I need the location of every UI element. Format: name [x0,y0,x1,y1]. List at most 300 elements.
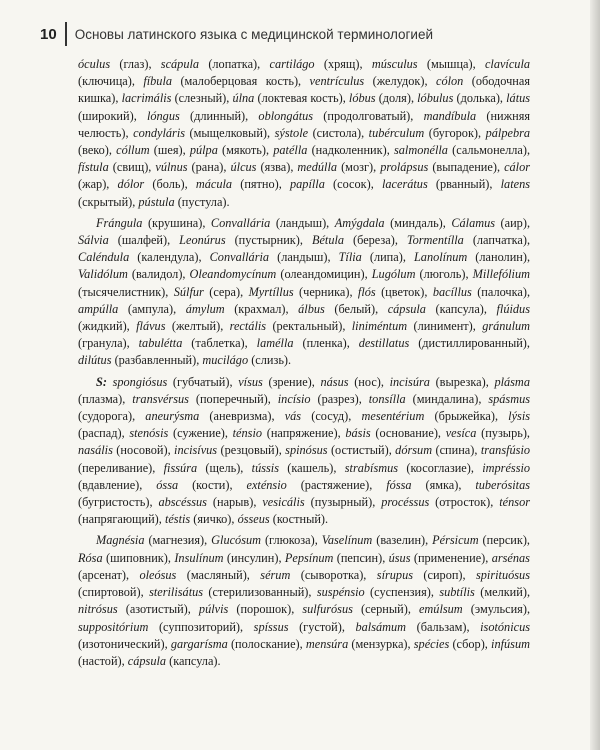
latin-term: Magnésia [96,533,145,548]
russian-gloss: (продолговатый) [323,108,411,123]
latin-term: cápsula [387,301,426,316]
latin-term: nitrósus [78,602,118,617]
vocab-entry [230,319,343,333]
vocab-entry [290,177,371,191]
vocab-entry [133,126,267,140]
latin-term: Bétula [311,233,345,248]
russian-gloss: (носовой) [116,443,168,458]
vocab-entry [78,620,240,634]
latin-term: suspénsio [316,585,365,600]
russian-gloss: (суспензия) [370,585,431,600]
latin-term: vúlnus [155,160,188,175]
vocab-entry [302,602,407,616]
russian-gloss: (глаз) [119,57,149,71]
russian-gloss: (брыжейка) [434,409,495,424]
vocab-entry [285,551,382,565]
vocab-entry [238,375,312,389]
latin-term: úsus [388,550,411,565]
russian-gloss: (судорога) [78,409,133,424]
russian-gloss: (желудок) [372,74,425,89]
russian-gloss: (палочка) [477,284,527,299]
latin-term: dólor [117,177,145,192]
russian-gloss: (мозг) [341,160,374,175]
russian-gloss: (разрез) [317,391,359,406]
latin-term: Frángula [96,215,143,230]
vocab-entry [238,512,325,526]
latin-term: papílla [290,177,325,192]
vocab-entry [433,285,527,299]
russian-gloss: (ободочная кишка) [78,74,530,106]
vocab-entry [122,91,227,105]
vocab-entry [174,443,279,457]
vocab-entry [285,443,389,457]
vocab-entry [186,302,286,316]
vocab-entry [257,336,347,350]
latin-term: Tília [338,250,362,265]
vocab-entry [345,461,471,475]
russian-gloss: (щель) [205,460,241,475]
latin-term: tuberósitas [475,477,531,492]
russian-gloss: (ключица) [78,74,132,89]
russian-gloss: (серный) [360,602,408,617]
russian-gloss: (пятно) [240,177,279,192]
russian-gloss: (язва) [260,160,291,175]
latin-term: transfúsio [480,443,531,458]
vocab-paragraph: Frángula (крушина), Convallária (ландыш), Amýgdala (миндаль), Cálamus (аир), Sálvia (шалфей), Leonúrus (пустырник), Bétula (береза), Tormentílla (лапчатка), Caléndula (календула), Convallária (ландыш), Tília (липа), Lanolínum (ланолин), Validólum (валидол), Oleandomycínum (олеандомицин), Lugólum (люголь), Millefólium (тысячелистник), Súlfur (сера), Myrtíllus (черника), flós (цветок), bacíllus (палочка), ampúlla (ампула), ámylum (крахмал), álbus (белый), cápsula (капсула), flúidus (жидкий), flávus (желтый), rectális (ректальный), liniméntum (линимент), gránulum (гранула), tabulétta (таблетка), lamélla (пленка), destillatus (дистиллированный), dilútus (разбавленный), mucilágo (слизь). [78,215,531,368]
vocab-entry [254,620,342,634]
vocab-entry [179,233,300,247]
vocab-entry [149,585,308,599]
latin-term: lýsis [508,409,531,424]
latin-term: stenósis [129,426,169,441]
russian-gloss: (жар) [78,177,107,192]
russian-gloss: (доля) [378,91,411,106]
vocab-entry [407,233,527,247]
russian-gloss: (вазелин) [376,533,426,548]
latin-term: destillatus [358,336,410,351]
latin-term: púlpa [189,143,218,158]
russian-gloss: (пузырь) [481,426,527,441]
russian-gloss: (боль) [152,177,185,192]
vocab-entry [232,91,342,105]
russian-gloss: (губчатый) [172,374,230,389]
vocab-entry [372,57,473,71]
latin-term: óssa [156,477,179,492]
vocab-entry [171,637,300,651]
vocab-entry [78,57,148,71]
latin-term: latens [500,177,530,192]
page-number: 10 [40,25,57,43]
latin-term: balsámum [355,619,407,634]
russian-gloss: (ланолин) [475,250,527,265]
russian-gloss: (мелкий) [480,585,527,600]
russian-gloss: (крахмал) [234,301,286,316]
latin-term: sírupus [376,567,413,582]
russian-gloss: (бугристость) [78,495,150,510]
vocab-entry [394,143,527,157]
vocab-entry [139,568,246,582]
russian-gloss: (кашель) [287,460,334,475]
russian-gloss: (люголь) [419,267,466,282]
russian-gloss: (миндаль) [390,215,443,230]
vocab-entry [174,285,240,299]
latin-term: sýstole [274,125,309,140]
russian-gloss: (ландыш) [277,250,328,265]
vocab-entry [145,409,271,423]
latin-term: Súlfur [173,284,204,299]
russian-gloss: (пепсин) [336,550,383,565]
russian-gloss: (малоберцовая кость) [180,74,299,89]
vocab-entry [210,250,328,264]
latin-term: vesíca [445,426,477,441]
russian-gloss: (валидол) [131,267,183,282]
russian-gloss: (ректальный) [272,319,343,334]
latin-term: nasális [78,443,113,458]
vocab-entry [419,602,527,616]
latin-term: úlcus [230,160,257,175]
vocab-entry [349,91,411,105]
russian-gloss: (линимент) [413,319,473,334]
latin-term: impréssio [482,460,531,475]
vocab-entry [390,375,486,389]
russian-gloss: (тысячелистник) [78,284,166,299]
latin-term: suppositórium [78,619,149,634]
russian-gloss: (долька) [456,91,500,106]
vocab-entry [285,409,349,423]
latin-term: sterilisátus [149,585,204,600]
latin-term: násus [320,374,349,389]
russian-gloss: (нарыв) [212,495,254,510]
vocab-entry [382,177,489,191]
latin-term: básis [345,426,371,441]
vocab-entry [312,233,395,247]
russian-gloss: (изотонический) [78,636,165,651]
vocab-entry [361,409,494,423]
latin-term: ténsio [232,426,263,441]
latin-term: cápsula [127,653,167,668]
russian-gloss: (миндалина) [412,391,479,406]
vocab-entry [161,57,257,71]
latin-term: ámylum [185,301,225,316]
russian-gloss: (шея) [153,143,183,158]
latin-term: fístula [78,160,109,175]
vocab-entry [196,177,279,191]
russian-gloss: (рванный) [435,177,490,192]
russian-gloss: (аневризма) [209,409,272,424]
russian-gloss: (вдавление) [78,477,140,492]
vocab-entry [116,143,182,157]
latin-term: óculus [78,57,111,71]
vocab-entry [335,216,443,230]
latin-term: pálpebra [485,125,531,140]
latin-term: látus [506,91,531,106]
latin-term: lóbulus [417,91,454,106]
latin-term: Millefólium [472,267,530,282]
latin-term: dilútus [78,353,112,368]
russian-gloss: (бугорок) [428,125,479,140]
latin-term: Amýgdala [334,215,385,230]
vocab-entry [388,302,484,316]
page-edge-shadow [590,0,600,750]
russian-gloss: (косоглазие) [406,460,471,475]
latin-term: arsénas [491,550,530,565]
russian-gloss: (отросток) [435,495,491,510]
russian-gloss: (шиповник) [105,550,168,565]
vocab-entry [139,336,245,350]
vocab-entry [233,426,338,440]
russian-gloss: (применение) [413,550,486,565]
vocab-entry [262,495,372,509]
russian-gloss: (масляный) [186,567,247,582]
vocab-entry [155,160,223,174]
latin-term: Caléndula [78,250,130,265]
russian-gloss: (желтый) [171,319,221,334]
russian-gloss: (бальзам) [416,619,467,634]
vocab-entry [269,57,359,71]
russian-gloss: (эмульсия) [470,602,527,617]
vocab-entry [258,109,410,123]
vocab-entry [78,443,168,457]
latin-term: cálor [504,160,531,175]
paragraph-marker: S: [96,374,107,389]
latin-term: Glucósum [211,533,262,548]
latin-term: bacíllus [432,284,472,299]
russian-gloss: (сужение) [172,426,225,441]
latin-term: ósseus [237,512,270,527]
vocab-entry [358,285,424,299]
vocab-entry [174,551,278,565]
russian-gloss: (скрытый) [78,194,133,209]
russian-gloss: (лопатка) [208,57,258,71]
latin-term: Vaselínum [321,533,373,548]
latin-term: incísio [277,391,311,406]
latin-term: Convallária [209,250,270,265]
vocab-entry [211,533,315,547]
latin-term: lacerátus [381,177,428,192]
russian-gloss: (дистиллированный) [418,336,527,351]
vocab-entry [297,160,373,174]
russian-gloss: (капсула) [435,301,484,316]
latin-term: tonsílla [368,391,406,406]
latin-term: fissúra [163,460,198,475]
vocab-entry [439,585,527,599]
russian-gloss: (белый) [334,301,376,316]
russian-gloss: (пустырник) [234,233,300,248]
vocab-entry [78,233,167,247]
latin-term: mácula [195,177,233,192]
vocab-entry [252,461,334,475]
latin-term: dórsum [395,443,433,458]
vocab-entry [369,392,479,406]
latin-term: Pepsínum [284,550,334,565]
russian-gloss: (жидкий) [78,319,127,334]
russian-gloss: (распад) [78,426,122,441]
russian-gloss: (магнезия) [148,533,205,548]
russian-gloss: (костный) [272,512,326,527]
russian-gloss: (ампула) [127,301,174,316]
latin-term: transvérsus [132,391,189,406]
latin-term: flúidus [496,301,530,316]
vocab-entry [78,302,173,316]
vocab-entry [78,551,168,565]
latin-term: úlna [232,91,255,106]
russian-gloss: (календула) [137,250,199,265]
latin-term: vísus [238,374,263,389]
russian-gloss: (спиртовой) [78,585,141,600]
vocab-entry [372,267,466,281]
latin-term: isotónicus [480,619,530,634]
russian-gloss: (настой) [78,653,122,668]
latin-term: ampúlla [78,301,119,316]
latin-term: lacrimális [121,91,172,106]
latin-term: prolápsus [380,160,429,175]
latin-term: strabísmus [344,460,399,475]
russian-gloss: (береза) [353,233,395,248]
russian-gloss: (сыворотка) [300,567,364,582]
vocab-entry [129,426,225,440]
russian-gloss: (черника) [299,284,350,299]
vocab-entry [132,392,268,406]
vocab-entry [202,353,288,367]
latin-term: flávus [136,319,166,334]
vocab-entry [96,216,202,230]
latin-term: spirituósus [476,567,530,582]
russian-gloss: (гранула) [78,336,127,351]
vocab-entry [451,216,527,230]
latin-term: Lugólum [371,267,416,282]
russian-gloss: (мыщелковый) [189,125,267,140]
latin-term: oleósus [139,567,177,582]
russian-gloss: (мякоть) [222,143,266,158]
vocab-entry [339,250,403,264]
latin-term: Sálvia [78,233,109,248]
vocab-entry [249,285,350,299]
russian-gloss: (густой) [299,619,342,634]
latin-term: Pérsicum [432,533,479,548]
vocab-entry [386,478,458,492]
vocab-entry [432,533,527,547]
vocab-entry [211,216,326,230]
vocab-entry [78,267,182,281]
vocab-entry [113,375,230,389]
vocab-entry [164,461,241,475]
russian-gloss: (липа) [369,250,403,265]
russian-gloss: (сера) [209,284,241,299]
russian-gloss: (напрягающий) [78,512,159,527]
vocab-entry [246,478,369,492]
vocab-entry [190,143,266,157]
russian-gloss: (спина) [435,443,475,458]
latin-term: spíssus [253,619,289,634]
latin-term: téstis [164,512,191,527]
russian-gloss: (яичко) [193,512,232,527]
russian-gloss: (растяжение) [300,477,370,492]
latin-term: aneurýsma [145,409,200,424]
latin-term: tússis [251,460,279,475]
russian-gloss: (сбор) [452,636,485,651]
russian-gloss: (таблетка) [191,336,245,351]
vocab-entry [156,478,229,492]
latin-term: infúsum [491,636,530,651]
vocab-entry [273,143,386,157]
latin-term: Myrtíllus [248,284,294,299]
vocab-entry [306,637,408,651]
latin-term: vesicális [262,495,305,510]
russian-gloss: (цветок) [381,284,425,299]
russian-gloss: (сироп) [423,567,463,582]
russian-gloss: (аир) [500,215,527,230]
latin-term: rectális [229,319,267,334]
latin-term: plásma [494,374,530,389]
russian-gloss: (мензурка) [351,636,408,651]
vocab-entry [377,568,463,582]
latin-term: condyláris [133,125,186,140]
vocab-entry [321,375,381,389]
latin-term: mesentérium [361,409,425,424]
russian-gloss: (мышца) [426,57,473,71]
russian-gloss: (арсенат) [78,567,126,582]
vocab-entry [118,177,185,191]
vocab-entry [310,74,425,88]
latin-term: Insulínum [174,550,224,565]
russian-gloss: (ландыш) [275,215,327,230]
russian-gloss: (рана) [191,160,224,175]
latin-term: Leonúrus [179,233,226,248]
vocab-entry [414,637,485,651]
latin-term: lóbus [348,91,376,106]
latin-term: gránulum [482,319,531,334]
latin-term: emúlsum [418,602,463,617]
vocab-paragraph: Magnésia (магнезия), Glucósum (глюкоза), Vaselínum (вазелин), Pérsicum (персик), Rósa (шиповник), Insulínum (инсулин), Pepsínum (пепсин), úsus (применение), arsénas (арсенат), oleósus (масляный), sérum (сыворотка), sírupus (сироп), spirituósus (спиртовой), sterilisátus (стерилизованный), suspénsio (суспензия), subtílis (мелкий), nitrósus (азотистый), púlvis (порошок), sulfurósus (серный), emúlsum (эмульсия), suppositórium (суппозиторий), spíssus (густой), balsámum (бальзам), isotónicus (изотонический), gargarísma (полоскание), mensúra (мензурка), spécies (сбор), infúsum (настой), cápsula (капсула). [78,533,531,668]
russian-gloss: (инсулин) [226,550,279,565]
russian-gloss: (плазма) [78,391,123,406]
russian-gloss: (резцовый) [220,443,279,458]
latin-term: patélla [273,143,308,158]
latin-term: cóllum [116,143,150,158]
vocab-entry [322,533,425,547]
latin-term: púlvis [198,602,229,617]
latin-term: abscéssus [158,495,207,510]
latin-term: tabulétta [138,336,183,351]
latin-term: medúlla [297,160,338,175]
vocab-entry [446,426,527,440]
latin-term: incisívus [174,443,218,458]
latin-term: pústula [138,194,175,209]
russian-gloss: (крушина) [147,215,203,230]
latin-term: mandíbula [423,108,477,123]
russian-gloss: (капсула) [169,653,218,668]
russian-gloss: (хрящ) [323,57,360,71]
vocab-entry [317,585,431,599]
russian-gloss: (поперечный) [195,391,268,406]
running-title: Основы латинского языка с медицинской терминологией [74,26,433,42]
vocab-entry [136,319,220,333]
latin-term: vás [284,409,302,424]
vocab-entry [359,336,527,350]
russian-gloss: (длинный) [189,108,246,123]
russian-gloss: (пленка) [302,336,347,351]
latin-term: scápula [160,57,200,71]
latin-term: cartilágo [269,57,315,71]
vocab-entry [128,654,218,668]
vocab-entry [414,250,527,264]
russian-gloss: (нос) [354,374,381,389]
vocab-entry [199,602,291,616]
latin-term: incisúra [389,374,430,389]
latin-term: flós [357,284,376,299]
latin-term: oblongátus [258,108,314,123]
russian-gloss: (систола) [312,125,362,140]
